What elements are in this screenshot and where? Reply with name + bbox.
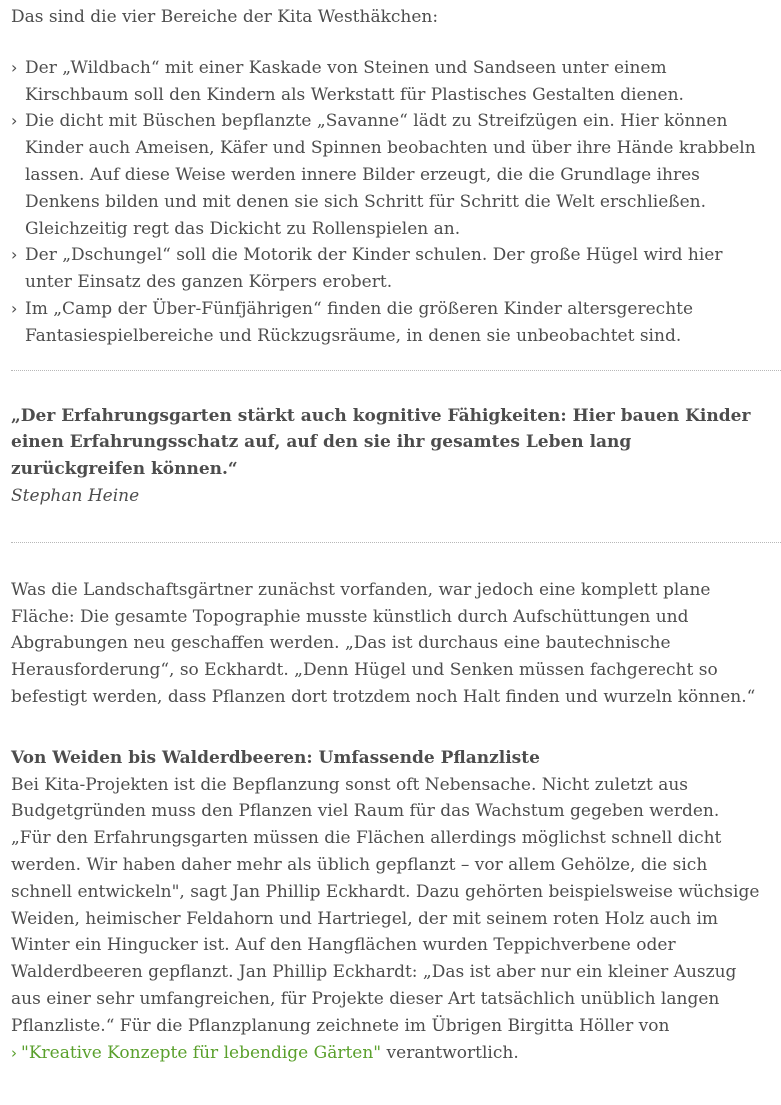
pull-quote: [11, 371, 764, 542]
areas-list: [11, 55, 764, 350]
link-suffix-text: verantwortlich.: [381, 1042, 519, 1063]
divider: [11, 542, 781, 543]
list-item-text: Die dicht mit Büschen bepflanzte „Savanne“ lädt zu Streifzügen ein. Hier können Kinder auch Ameisen, Käfer und Spinnen beobachten und über ihre Hände krabbeln lassen. Auf diese Weise werden innere Bilder erzeugt, die die Grundlage ihres Denkens bilden und mit denen sie sich Schritt für Schritt die Welt erschließen. Gleichzeitig regt das Dickicht zu Rollenspielen an.: [25, 111, 756, 239]
link-line: [11, 1040, 764, 1067]
list-item: [11, 242, 764, 296]
section-heading: Von Weiden bis Walderdbeeren: Umfassende Pflanzliste: [11, 747, 540, 768]
chevron-right-icon: ›: [11, 1043, 17, 1062]
quote-text: „Der Erfahrungsgarten stärkt auch kognitive Fähigkeiten: Hier bauen Kinder einen Erfahrungsschatz auf, auf den sie ihr gesamtes Leben lang zurückgreifen können.“: [11, 405, 751, 480]
list-item: [11, 55, 764, 109]
list-item: [11, 108, 764, 242]
quote-author: Stephan Heine: [11, 485, 140, 506]
chevron-right-icon: ›: [11, 298, 18, 318]
section-body: Bei Kita-Projekten ist die Bepflanzung sonst oft Nebensache. Nicht zuletzt aus Budgetgründen muss den Pflanzen viel Raum für das Wachstum gegeben werden. „Für den Erfahrungsgarten müssen die Flächen allerdings möglichst schnell dicht werden. Wir haben daher mehr als üblich gepflanzt – vor allem Gehölze, die sich schnell entwickeln", sagt Jan Phillip Eckhardt. Dazu gehörten beispielsweise wüchsige Weiden, heimischer Feldahorn und Hartriegel, der mit seinem roten Holz auch im Winter ein Hingucker ist. Auf den Hangflächen wurden Teppichverbene oder Walderdbeeren gepflanzt. Jan Phillip Eckhardt: „Das ist aber nur ein kleiner Auszug aus einer sehr umfangreichen, für Projekte dieser Art tatsächlich unüblich langen Pflanzliste.“ Für die Pflanzplanung zeichnete im Übrigen Birgitta Höller von: [11, 774, 760, 1036]
link-label: "Kreative Konzepte für lebendige Gärten": [21, 1042, 382, 1063]
list-item-text: Der „Wildbach“ mit einer Kaskade von Steinen und Sandseen unter einem Kirschbaum soll den Kindern als Werkstatt für Plastisches Gestalten dienen.: [25, 57, 684, 105]
kreative-konzepte-link[interactable]: [11, 1043, 381, 1063]
list-item-text: Der „Dschungel“ soll die Motorik der Kinder schulen. Der große Hügel wird hier unter Einsatz des ganzen Körpers erobert.: [25, 245, 723, 293]
paragraph-topography: Was die Landschaftsgärtner zunächst vorfanden, war jedoch eine komplett plane Fläche: Die gesamte Topographie musste künstlich durch Aufschüttungen und Abgrabungen neu geschaffen werden. „Das ist durchaus eine bautechnische Herausforderung“, so Eckhardt. „Denn Hügel und Senken müssen fachgerecht so befestigt werden, dass Pflanzen dort trotzdem noch Halt finden und wurzeln können.“: [11, 579, 756, 707]
list-item: [11, 296, 764, 350]
chevron-right-icon: ›: [11, 245, 18, 265]
intro-text: Das sind die vier Bereiche der Kita Westhäkchen:: [11, 7, 439, 27]
chevron-right-icon: ›: [11, 57, 18, 77]
list-item-text: Im „Camp der Über-Fünfjährigen“ finden die größeren Kinder altersgerechte Fantasiespielbereiche und Rückzugsräume, in denen sie unbeobachtet sind.: [25, 298, 694, 346]
chevron-right-icon: ›: [11, 111, 18, 131]
